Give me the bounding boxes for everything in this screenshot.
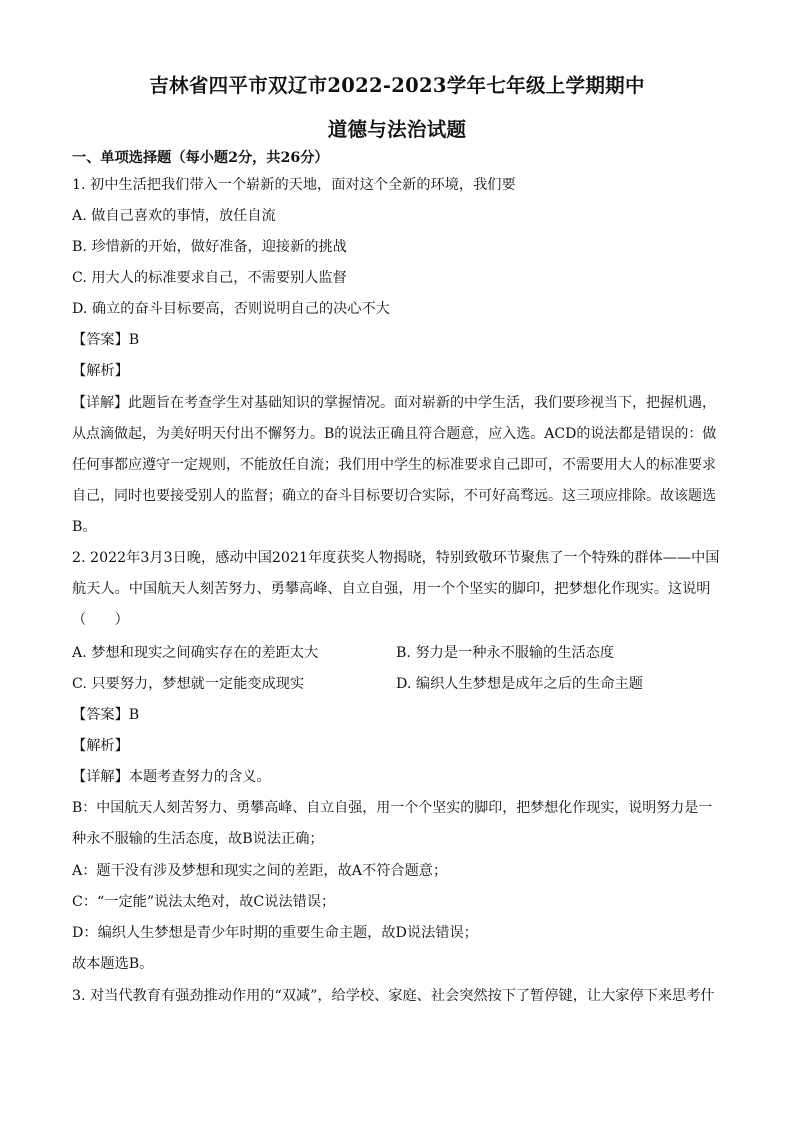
- question-2-stem-line: （ ）: [72, 612, 129, 628]
- question-2-detail-line: B：中国航天人刻苦努力、勇攀高峰、自立自强，用一个个坚实的脚印，把梦想化作现实，说明努力是一: [72, 800, 713, 816]
- question-2-detail-line: 故本题选B。: [72, 956, 154, 972]
- question-2-detail-line: C：“一定能”说法太绝对，故C说法错误；: [72, 894, 336, 910]
- question-1-detail-line: 【详解】此题旨在考查学生对基础知识的掌握情况。面对崭新的中学生活，我们要珍视当下，把握机遇，: [72, 395, 716, 411]
- question-2-analysis-tag: 【解析】: [72, 738, 129, 754]
- question-1-option-b: B. 珍惜新的开始，做好准备，迎接新的挑战: [72, 239, 347, 255]
- question-1-detail-line: 任何事都应遵守一定规则，不能放任自流；我们用中学生的标准要求自己即可，不需要用大人的标准要求: [72, 457, 716, 473]
- question-1-option-c: C. 用大人的标准要求自己，不需要别人监督: [72, 270, 347, 286]
- document-title: 吉林省四平市双辽市2022-2023学年七年级上学期期中: [149, 74, 645, 97]
- question-2-answer: 【答案】B: [72, 707, 140, 723]
- question-1-stem: 1. 初中生活把我们带入一个崭新的天地，面对这个全新的环境，我们要: [72, 177, 516, 193]
- document-subtitle: 道德与法治试题: [327, 118, 467, 141]
- question-2-option-d: D. 编织人生梦想是成年之后的生命主题: [396, 676, 643, 692]
- question-2-option-b: B. 努力是一种永不服输的生活态度: [396, 645, 615, 661]
- section-heading: 一、单项选择题（每小题2分，共26分）: [72, 150, 329, 166]
- question-2-option-a: A. 梦想和现实之间确实存在的差距太大: [72, 645, 319, 661]
- question-2-detail-line: D：编织人生梦想是青少年时期的重要生命主题，故D说法错误；: [72, 925, 478, 941]
- question-1-option-a: A. 做自己喜欢的事情，放任自流: [72, 208, 276, 224]
- question-1-answer: 【答案】B: [72, 332, 140, 348]
- question-2-stem-line: 2. 2022年3月3日晚，感动中国2021年度获奖人物揭晓，特别致敬环节聚焦了一个特殊的群体——中国: [72, 550, 720, 566]
- question-2-detail-line: A：题干没有涉及梦想和现实之间的差距，故A不符合题意；: [72, 863, 448, 879]
- question-1-option-d: D. 确立的奋斗目标要高，否则说明自己的决心不大: [72, 301, 390, 317]
- question-1-detail-line: 从点滴做起，为美好明天付出不懈努力。B的说法正确且符合题意，应入选。ACD的说法都是错误的：做: [72, 426, 717, 442]
- question-2-detail-line: 【详解】本题考查努力的含义。: [72, 769, 271, 785]
- question-1-detail-line: B。: [72, 519, 97, 535]
- question-3-stem: 3. 对当代教育有强劲推动作用的“双减”，给学校、家庭、社会突然按下了暂停键，让大家停下来思考什: [72, 988, 715, 1004]
- question-1-detail-line: 自己，同时也要接受别人的监督；确立的奋斗目标要切合实际，不可好高骛远。这三项应排除。故该题选: [72, 488, 716, 504]
- question-2-detail-line: 种永不服输的生活态度，故B说法正确；: [72, 831, 324, 847]
- question-2-option-c: C. 只要努力，梦想就一定能变成现实: [72, 676, 305, 692]
- question-1-analysis-tag: 【解析】: [72, 363, 129, 379]
- question-2-stem-line: 航天人。中国航天人刻苦努力、勇攀高峰、自立自强，用一个个坚实的脚印，把梦想化作现实。这说明: [72, 581, 711, 597]
